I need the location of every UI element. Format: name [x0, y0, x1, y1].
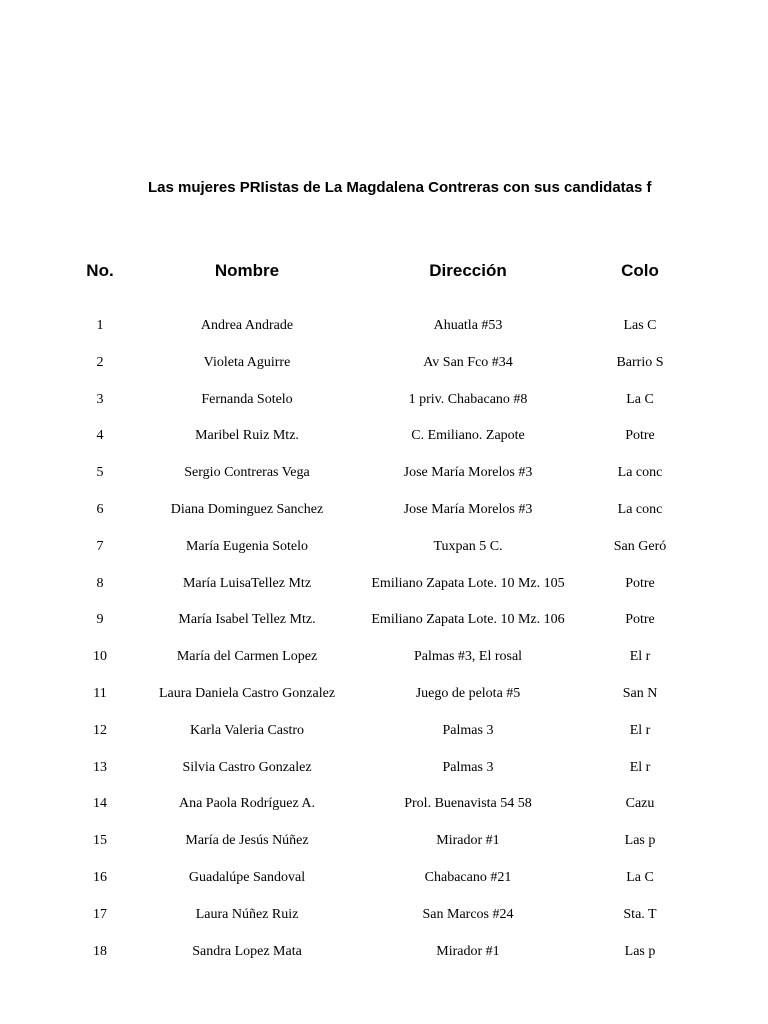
column-header-colonia: Colo: [621, 261, 659, 280]
table-row: [0, 428, 655, 448]
table-row: [0, 576, 655, 596]
cell-nombre: Diana Dominguez Sanchez: [170, 502, 324, 517]
cell-direccion: Jose María Morelos #3: [403, 502, 533, 517]
cell-direccion: Mirador #1: [436, 943, 500, 959]
cell-direccion: Mirador #1: [436, 833, 500, 849]
cell-direccion: Emiliano Zapata Lote. 10 Mz. 106: [371, 612, 565, 628]
cell-nombre: Fernanda Sotelo: [201, 391, 293, 407]
table-row: [0, 907, 655, 927]
cell-no: 9: [96, 612, 104, 628]
cell-direccion: Ahuatla #53: [433, 318, 503, 333]
cell-colonia: Sta. T: [623, 906, 657, 922]
cell-nombre: María LuisaTellez Mtz: [182, 575, 312, 591]
cell-nombre: Violeta Aguirre: [203, 354, 291, 370]
cell-nombre: Sergio Contreras Vega: [184, 465, 310, 481]
table-row: [0, 354, 664, 375]
cell-no: 16: [93, 870, 107, 885]
cell-no: 17: [93, 906, 107, 922]
cell-nombre: Andrea Andrade: [200, 318, 294, 333]
cell-colonia: La C: [626, 391, 654, 407]
cell-direccion: Palmas #3, El rosal: [413, 649, 523, 665]
cell-nombre: Maribel Ruiz Mtz.: [195, 428, 299, 444]
cell-nombre: Laura Daniela Castro Gonzalez: [158, 686, 336, 701]
cell-nombre: Karla Valeria Castro: [189, 722, 305, 738]
cell-no: 14: [93, 796, 107, 812]
cell-colonia: San N: [622, 686, 658, 701]
cell-direccion: Jose María Morelos #3: [403, 465, 533, 481]
cell-direccion: Tuxpan 5 C.: [433, 538, 503, 554]
cell-no: 18: [93, 943, 107, 959]
cell-colonia: Barrio S: [616, 354, 664, 370]
cell-direccion: Prol. Buenavista 54 58: [404, 796, 532, 812]
cell-no: 4: [96, 428, 104, 444]
cell-colonia: Las C: [623, 318, 657, 333]
cell-nombre: Sandra Lopez Mata: [192, 943, 302, 959]
table-row: [0, 686, 658, 706]
cell-nombre: Silvia Castro Gonzalez: [182, 759, 312, 775]
cell-direccion: Chabacano #21: [424, 870, 512, 885]
table-row: [0, 502, 663, 522]
cell-colonia: San Geró: [613, 538, 667, 554]
cell-no: 7: [96, 538, 104, 554]
cell-colonia: La conc: [617, 502, 663, 517]
cell-no: 2: [96, 354, 104, 370]
cell-colonia: Las p: [624, 943, 656, 959]
cell-no: 12: [93, 722, 107, 738]
table-row: [0, 318, 655, 338]
cell-colonia: Cazu: [625, 796, 655, 812]
column-header-no: No.: [86, 261, 114, 280]
cell-colonia: El r: [629, 759, 651, 775]
cell-colonia: La C: [626, 870, 654, 885]
table-row: [0, 833, 655, 853]
cell-colonia: La conc: [617, 465, 663, 481]
cell-colonia: El r: [629, 649, 651, 665]
cell-nombre: María Isabel Tellez Mtz.: [178, 612, 316, 628]
cell-no: 5: [96, 465, 104, 481]
cell-colonia: Potre: [625, 575, 655, 591]
table-row: [0, 796, 655, 816]
cell-colonia: Potre: [625, 428, 655, 444]
cell-no: 13: [93, 759, 107, 775]
cell-nombre: María Eugenia Sotelo: [185, 538, 309, 554]
cell-nombre: Ana Paola Rodríguez A.: [178, 796, 316, 812]
document-title: Las mujeres PRIistas de La Magdalena Contreras con sus candidatas f: [148, 179, 652, 196]
table-row: [0, 465, 663, 485]
table-row: [0, 870, 655, 890]
cell-colonia: Potre: [625, 612, 655, 628]
cell-colonia: Las p: [624, 833, 656, 849]
cell-direccion: Av San Fco #34: [423, 354, 513, 370]
cell-colonia: El r: [629, 722, 651, 738]
table-row: [0, 612, 655, 632]
cell-direccion: San Marcos #24: [422, 906, 514, 922]
column-header-direccion: Dirección: [429, 261, 507, 280]
cell-direccion: 1 priv. Chabacano #8: [408, 391, 528, 407]
cell-no: 1: [96, 318, 104, 333]
table-row: [0, 392, 655, 412]
cell-direccion: Juego de pelota #5: [415, 686, 521, 701]
cell-no: 8: [96, 575, 104, 591]
cell-no: 10: [93, 649, 107, 665]
cell-no: 6: [96, 502, 104, 517]
column-header-nombre: Nombre: [214, 261, 280, 280]
table-row: [0, 944, 655, 964]
cell-nombre: Guadalúpe Sandoval: [188, 870, 306, 885]
cell-nombre: María de Jesús Núñez: [185, 833, 309, 849]
cell-no: 3: [96, 391, 104, 407]
cell-no: 15: [93, 833, 107, 849]
cell-direccion: Emiliano Zapata Lote. 10 Mz. 105: [371, 575, 565, 591]
cell-direccion: Palmas 3: [442, 722, 494, 738]
cell-no: 11: [93, 686, 107, 701]
table-row: [0, 649, 655, 669]
table-row: [0, 760, 655, 780]
table-row: [0, 723, 655, 743]
cell-nombre: María del Carmen Lopez: [176, 649, 318, 665]
cell-nombre: Laura Núñez Ruiz: [195, 906, 299, 922]
cell-direccion: Palmas 3: [442, 759, 494, 775]
cell-direccion: C. Emiliano. Zapote: [411, 428, 525, 444]
table-row: [0, 538, 667, 559]
